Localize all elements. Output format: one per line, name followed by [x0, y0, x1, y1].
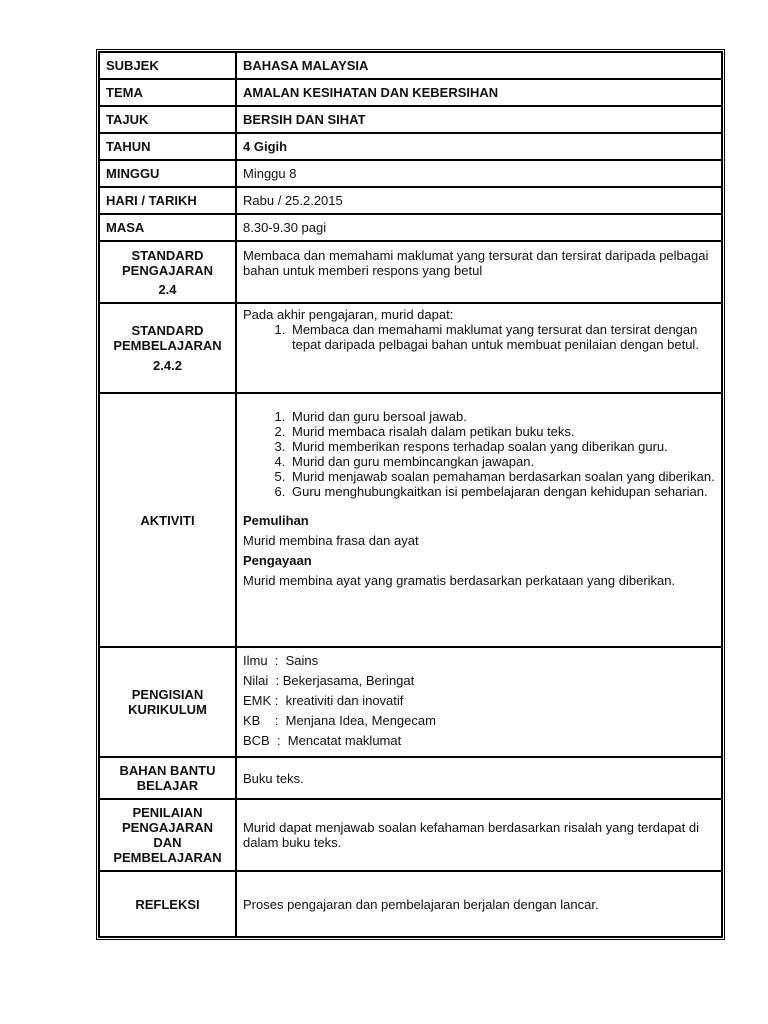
kurikulum-line: KB : Menjana Idea, Mengecam	[243, 713, 436, 728]
label-line: PENGISIAN	[131, 687, 204, 702]
row-masa	[99, 214, 722, 241]
label-line: DAN	[153, 835, 182, 850]
row-subjek	[99, 52, 722, 79]
value-pengisian-kurikulum	[236, 647, 722, 757]
row-tema	[99, 79, 722, 106]
standard-pengajaran-text: Membaca dan memahami maklumat yang tersurat dan tersirat daripada pelbagai bahan untuk memberi respons yang betul	[243, 248, 709, 278]
label-tahun: TAHUN	[99, 133, 236, 160]
label-line: PENGAJARAN	[121, 820, 213, 835]
label-line: BAHAN BANTU	[119, 763, 216, 778]
activity-list	[243, 409, 715, 499]
label-line: PENILAIAN	[132, 805, 203, 820]
list-item: 1. Membaca dan memahami maklumat yang tersurat dan tersirat dengan tepat daripada pelbagai bahan untuk membuat penilaian dengan betul.	[289, 322, 715, 352]
list-item: 5. Murid menjawab soalan pemahaman berdasarkan soalan yang diberikan.	[289, 469, 715, 484]
objective-intro: Pada akhir pengajaran, murid dapat:	[243, 307, 454, 322]
label-line: PEMBELAJARAN	[113, 338, 222, 353]
value-aktiviti	[236, 393, 722, 647]
kurikulum-line: Nilai : Bekerjasama, Beringat	[243, 673, 415, 688]
row-standard-pembelajaran	[99, 303, 722, 393]
value-standard-pembelajaran	[236, 303, 722, 393]
value-masa: 8.30-9.30 pagi	[236, 214, 722, 241]
label-line: PENGAJARAN	[121, 262, 213, 278]
label-line: STANDARD	[131, 323, 204, 338]
kurikulum-line: Ilmu : Sains	[243, 653, 319, 668]
value-hari-tarikh: Rabu / 25.2.2015	[236, 187, 722, 214]
list-item: 1. Murid dan guru bersoal jawab.	[289, 409, 715, 424]
label-bahan-bantu	[99, 757, 236, 799]
value-minggu: Minggu 8	[236, 160, 722, 187]
label-standard-pengajaran	[99, 241, 236, 303]
label-masa: MASA	[99, 214, 236, 241]
pengayaan-title: Pengayaan	[243, 553, 312, 568]
label-line: STANDARD	[131, 247, 204, 263]
label-hari-tarikh: HARI / TARIKH	[99, 187, 236, 214]
list-item: 4. Murid dan guru membincangkan jawapan.	[289, 454, 715, 469]
list-item: 3. Murid memberikan respons terhadap soalan yang diberikan guru.	[289, 439, 715, 454]
row-standard-pengajaran	[99, 241, 722, 303]
row-penilaian	[99, 799, 722, 871]
label-standard-pembelajaran	[99, 303, 236, 393]
label-penilaian	[99, 799, 236, 871]
label-line: BELAJAR	[136, 778, 199, 793]
standard-code: 2.4	[158, 281, 177, 297]
list-item: 6. Guru menghubungkaitkan isi pembelajaran dengan kehidupan seharian.	[289, 484, 715, 499]
lesson-plan-table	[98, 51, 723, 938]
value-refleksi: Proses pengajaran dan pembelajaran berjalan dengan lancar.	[236, 871, 722, 937]
row-refleksi	[99, 871, 722, 937]
value-standard-pengajaran	[236, 241, 722, 303]
pemulihan-text: Murid membina frasa dan ayat	[243, 533, 419, 548]
label-line: PEMBELAJARAN	[113, 850, 222, 865]
objective-list	[243, 322, 715, 352]
pengayaan-text: Murid membina ayat yang gramatis berdasarkan perkataan yang diberikan.	[243, 573, 676, 588]
row-tajuk	[99, 106, 722, 133]
row-hari-tarikh	[99, 187, 722, 214]
value-bahan-bantu: Buku teks.	[236, 757, 722, 799]
value-tajuk: BERSIH DAN SIHAT	[236, 106, 722, 133]
row-pengisian-kurikulum	[99, 647, 722, 757]
row-bahan-bantu	[99, 757, 722, 799]
value-tema: AMALAN KESIHATAN DAN KEBERSIHAN	[236, 79, 722, 106]
kurikulum-line: BCB : Mencatat maklumat	[243, 733, 402, 748]
pemulihan-title: Pemulihan	[243, 513, 309, 528]
label-aktiviti: AKTIVITI	[99, 393, 236, 647]
label-line: KURIKULUM	[128, 702, 207, 717]
row-aktiviti	[99, 393, 722, 647]
standard-code: 2.4.2	[153, 358, 182, 373]
label-tajuk: TAJUK	[99, 106, 236, 133]
kurikulum-line: EMK : kreativiti dan inovatif	[243, 693, 404, 708]
row-tahun	[99, 133, 722, 160]
label-tema: TEMA	[99, 79, 236, 106]
row-minggu	[99, 160, 722, 187]
list-item: 2. Murid membaca risalah dalam petikan buku teks.	[289, 424, 715, 439]
value-penilaian: Murid dapat menjawab soalan kefahaman berdasarkan risalah yang terdapat di dalam buku teks.	[236, 799, 722, 871]
label-refleksi: REFLEKSI	[99, 871, 236, 937]
label-minggu: MINGGU	[99, 160, 236, 187]
label-pengisian-kurikulum	[99, 647, 236, 757]
label-subjek: SUBJEK	[99, 52, 236, 79]
value-subjek: BAHASA MALAYSIA	[236, 52, 722, 79]
value-tahun: 4 Gigih	[236, 133, 722, 160]
